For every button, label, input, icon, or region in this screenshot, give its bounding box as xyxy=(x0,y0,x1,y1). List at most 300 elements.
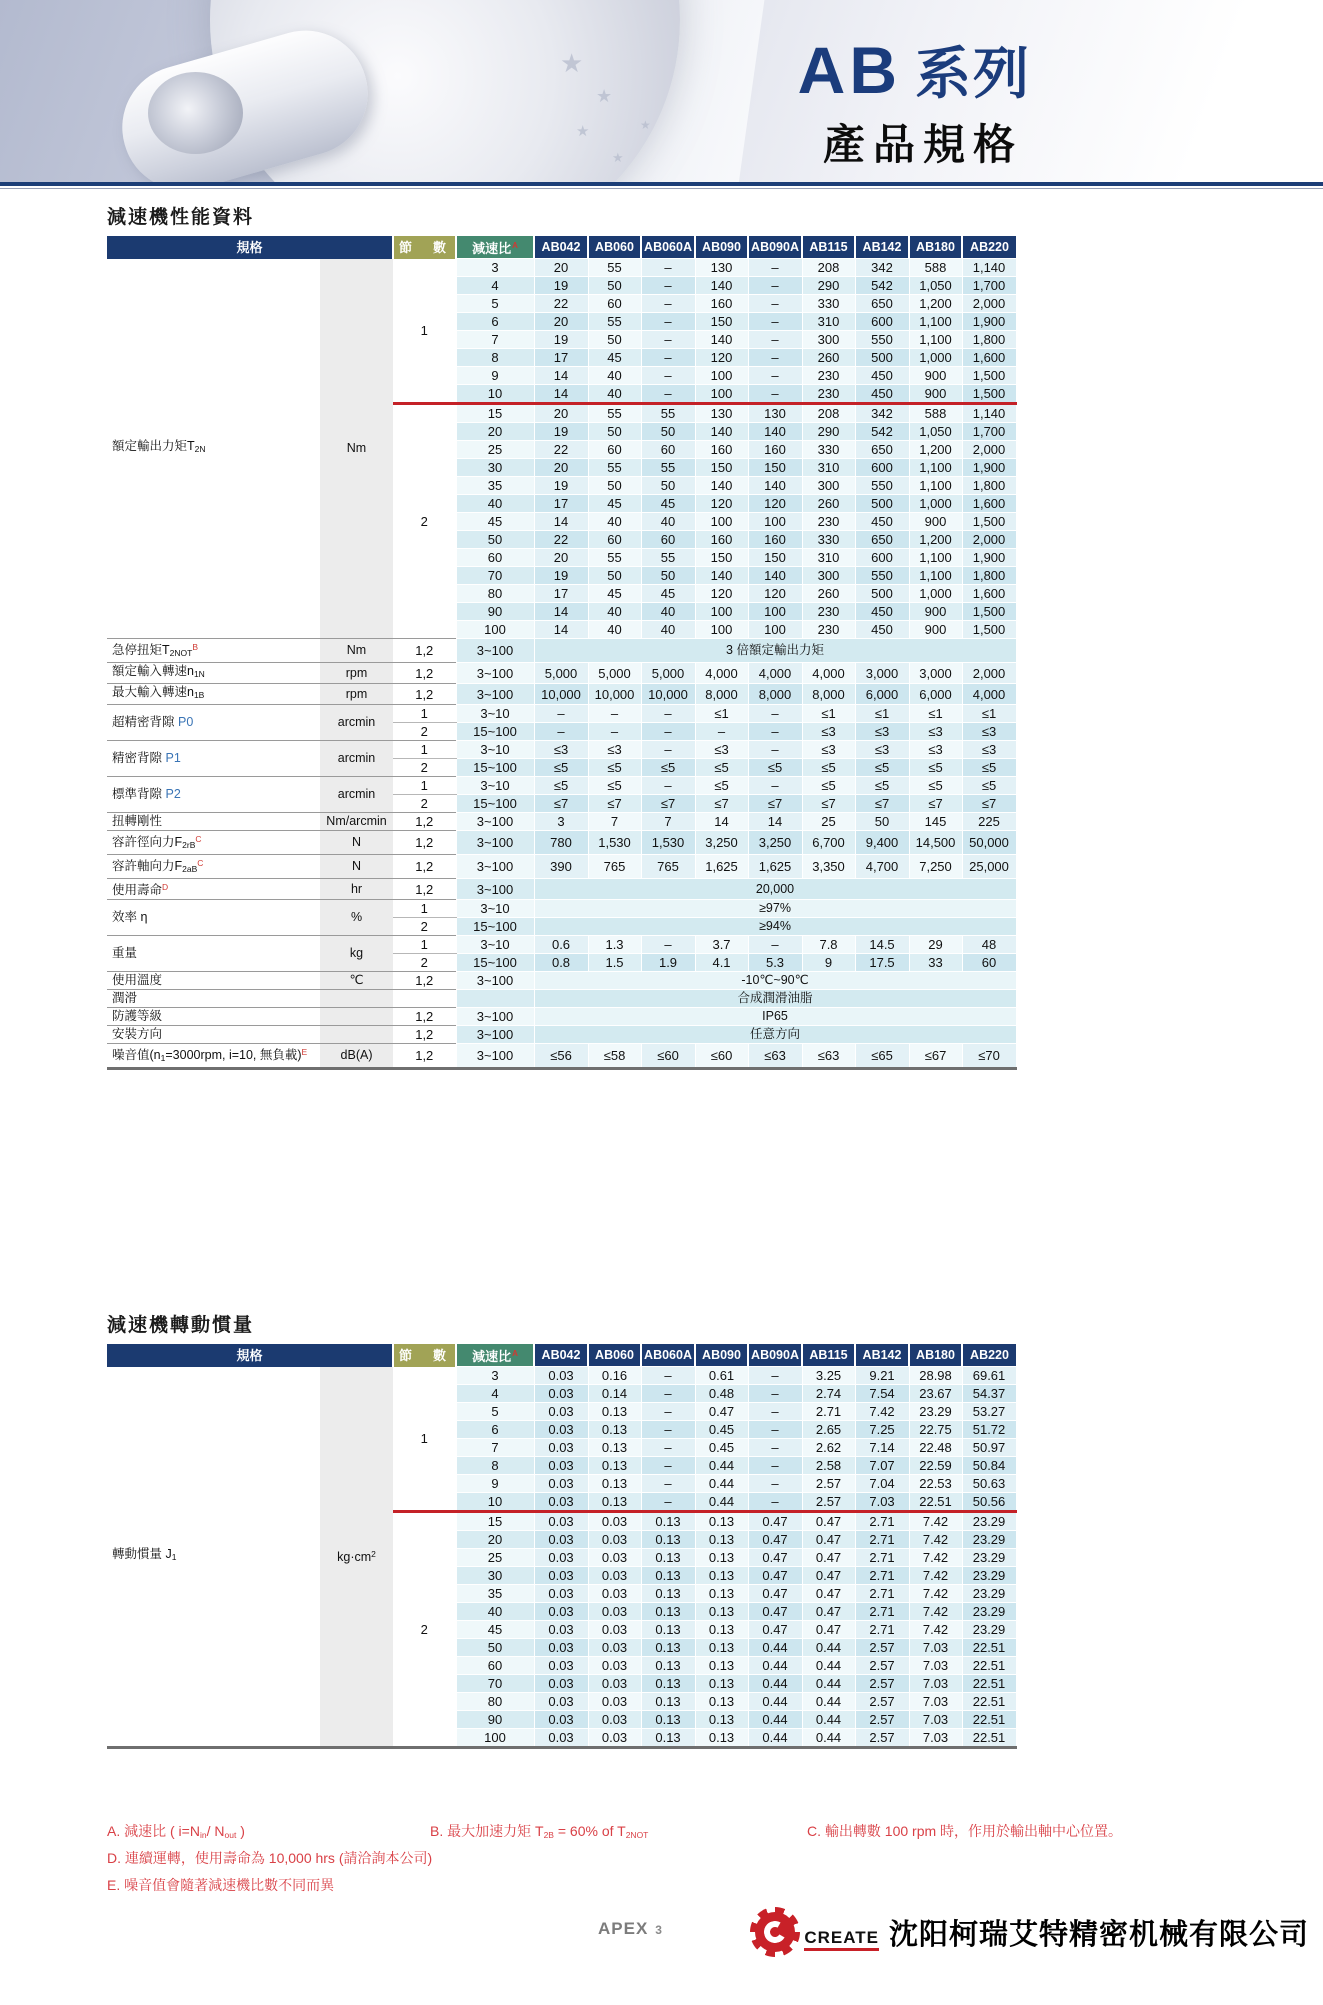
page-footer xyxy=(0,1905,1323,2005)
value-cell: – xyxy=(748,259,802,277)
footnotes xyxy=(107,1821,1323,1905)
spec-label-cell: 效率 η xyxy=(107,900,320,936)
value-cell: 1,500 xyxy=(962,603,1016,621)
value-cell: ≤3 xyxy=(534,741,588,759)
value-cell: 588 xyxy=(909,404,962,423)
value-cell: ≤5 xyxy=(588,777,641,795)
value-cell: 45 xyxy=(588,349,641,367)
value-cell: 0.03 xyxy=(534,1531,588,1549)
value-cell: – xyxy=(641,1439,695,1457)
value-cell: 3,350 xyxy=(802,855,855,879)
value-cell: 500 xyxy=(855,349,909,367)
model-header: AB090 xyxy=(695,236,748,259)
value-cell: 23.67 xyxy=(909,1385,962,1403)
spec-label-cell: 精密背隙 P1 xyxy=(107,741,320,777)
value-cell: 5,000 xyxy=(588,663,641,684)
value-cell: 300 xyxy=(802,477,855,495)
value-cell: 7.8 xyxy=(802,936,855,954)
value-cell: 0.03 xyxy=(588,1585,641,1603)
value-cell: 45 xyxy=(588,495,641,513)
value-cell: 160 xyxy=(748,441,802,459)
value-cell: 230 xyxy=(802,603,855,621)
value-cell: 260 xyxy=(802,349,855,367)
value-cell: 1,200 xyxy=(909,441,962,459)
value-cell: 550 xyxy=(855,331,909,349)
value-cell: 2.71 xyxy=(855,1585,909,1603)
ratio-cell: 3~100 xyxy=(456,855,534,879)
value-cell: 50 xyxy=(641,477,695,495)
value-cell: 7,250 xyxy=(909,855,962,879)
value-cell: 1.3 xyxy=(588,936,641,954)
value-cell: 1.5 xyxy=(588,954,641,972)
stage-cell: 1,2 xyxy=(393,639,456,663)
value-cell: 17 xyxy=(534,495,588,513)
value-cell: 17 xyxy=(534,585,588,603)
stage-cell: 1 xyxy=(393,1367,456,1512)
value-cell: 5,000 xyxy=(641,663,695,684)
value-cell: 28.98 xyxy=(909,1367,962,1385)
value-cell: 260 xyxy=(802,585,855,603)
value-cell: 7.25 xyxy=(855,1421,909,1439)
value-cell: 1,100 xyxy=(909,477,962,495)
value-cell: 9 xyxy=(802,954,855,972)
value-cell: 0.47 xyxy=(748,1585,802,1603)
value-cell: – xyxy=(748,349,802,367)
value-cell: 100 xyxy=(748,513,802,531)
value-cell: 0.13 xyxy=(695,1585,748,1603)
ratio-cell: 3~100 xyxy=(456,639,534,663)
value-cell: 100 xyxy=(695,513,748,531)
ratio-cell: 70 xyxy=(456,567,534,585)
value-cell: 22.48 xyxy=(909,1439,962,1457)
value-cell: 0.45 xyxy=(695,1439,748,1457)
value-cell: 19 xyxy=(534,423,588,441)
model-header: AB180 xyxy=(909,1344,962,1367)
unit-cell: rpm xyxy=(320,663,393,684)
value-cell: 50,000 xyxy=(962,831,1016,855)
value-cell: 0.6 xyxy=(534,936,588,954)
value-cell: – xyxy=(748,385,802,404)
value-cell: ≤67 xyxy=(909,1044,962,1069)
value-cell: – xyxy=(641,777,695,795)
stage-cell: 1 xyxy=(393,777,456,795)
value-cell: ≤7 xyxy=(695,795,748,813)
value-cell: 1,900 xyxy=(962,459,1016,477)
value-cell: 7.42 xyxy=(909,1621,962,1639)
value-cell: 330 xyxy=(802,441,855,459)
value-cell: ≤3 xyxy=(962,723,1016,741)
value-cell: 0.03 xyxy=(588,1603,641,1621)
value-cell: 130 xyxy=(748,404,802,423)
value-cell: 0.44 xyxy=(748,1657,802,1675)
value-cell: – xyxy=(748,1421,802,1439)
value-cell: – xyxy=(588,705,641,723)
series-title xyxy=(798,30,1031,110)
stage-cell xyxy=(393,990,456,1008)
footnote-b: B. 最大加速力矩 $T_{2B} = 60\%$ of $T_{2NOT}$ xyxy=(430,1823,649,1840)
value-cell: ≤7 xyxy=(588,795,641,813)
value-cell: 2.57 xyxy=(855,1693,909,1711)
value-cell: ≤70 xyxy=(962,1044,1016,1069)
ratio-cell: 15 xyxy=(456,1512,534,1531)
value-cell: – xyxy=(748,1457,802,1475)
value-cell: 0.13 xyxy=(641,1729,695,1748)
value-cell: 390 xyxy=(534,855,588,879)
value-cell: 500 xyxy=(855,495,909,513)
spec-label-cell: 容許徑向力$F_{2rB}^C$ xyxy=(107,831,320,855)
value-cell: 0.03 xyxy=(534,1421,588,1439)
ratio-cell: 3~100 xyxy=(456,663,534,684)
company-logo xyxy=(750,1907,1309,1957)
value-cell: 0.44 xyxy=(748,1693,802,1711)
value-cell: – xyxy=(748,1475,802,1493)
span-value-cell: 3 倍額定輸出力矩 xyxy=(534,639,1016,663)
value-cell: 2.62 xyxy=(802,1439,855,1457)
value-cell: 20 xyxy=(534,549,588,567)
ratio-cell: 3~10 xyxy=(456,900,534,918)
value-cell: 23.29 xyxy=(962,1549,1016,1567)
value-cell: 17.5 xyxy=(855,954,909,972)
model-header: AB220 xyxy=(962,236,1016,259)
ratio-cell: 3~100 xyxy=(456,1044,534,1069)
value-cell: 0.13 xyxy=(588,1457,641,1475)
ratio-cell: 15~100 xyxy=(456,954,534,972)
value-cell: 54.37 xyxy=(962,1385,1016,1403)
footnote-c: C. 輸出轉數 100 rpm 時，作用於輸出軸中心位置。 xyxy=(807,1823,1123,1839)
value-cell: ≤1 xyxy=(962,705,1016,723)
value-cell: 9,400 xyxy=(855,831,909,855)
value-cell: 0.03 xyxy=(534,1493,588,1512)
value-cell: 140 xyxy=(695,423,748,441)
ratio-cell: 15~100 xyxy=(456,795,534,813)
col-header-ratio: 減速比$^A$ xyxy=(456,236,534,259)
value-cell: – xyxy=(748,1493,802,1512)
value-cell: 0.03 xyxy=(588,1711,641,1729)
value-cell: 55 xyxy=(588,549,641,567)
span-value-cell: ≥97% xyxy=(534,900,1016,918)
value-cell: 1,140 xyxy=(962,259,1016,277)
value-cell: 100 xyxy=(748,603,802,621)
stage-cell: 1 xyxy=(393,705,456,723)
spec-label-cell: 重量 xyxy=(107,936,320,972)
ratio-cell: 6 xyxy=(456,1421,534,1439)
value-cell: 208 xyxy=(802,259,855,277)
ratio-cell: 9 xyxy=(456,367,534,385)
unit-cell: N xyxy=(320,855,393,879)
ratio-cell: 30 xyxy=(456,1567,534,1585)
span-value-cell: ≥94% xyxy=(534,918,1016,936)
value-cell: 2.57 xyxy=(802,1493,855,1512)
unit-cell xyxy=(320,1026,393,1044)
ratio-cell: 100 xyxy=(456,621,534,639)
value-cell: 50.63 xyxy=(962,1475,1016,1493)
value-cell: 23.29 xyxy=(962,1621,1016,1639)
value-cell: 0.03 xyxy=(534,1512,588,1531)
value-cell: 1,530 xyxy=(588,831,641,855)
value-cell: 23.29 xyxy=(909,1403,962,1421)
value-cell: 55 xyxy=(641,459,695,477)
value-cell: ≤3 xyxy=(909,741,962,759)
spec-label-cell: 急停扭矩$T_{2NOT}^B$ xyxy=(107,639,320,663)
value-cell: 7.03 xyxy=(909,1711,962,1729)
value-cell: 0.44 xyxy=(802,1693,855,1711)
model-header: AB042 xyxy=(534,236,588,259)
value-cell: 0.13 xyxy=(641,1549,695,1567)
value-cell: – xyxy=(748,723,802,741)
value-cell: 150 xyxy=(748,549,802,567)
value-cell: 7.42 xyxy=(909,1549,962,1567)
value-cell: 0.47 xyxy=(802,1603,855,1621)
value-cell: 2,000 xyxy=(962,531,1016,549)
ratio-cell: 3~100 xyxy=(456,831,534,855)
value-cell: 0.03 xyxy=(534,1693,588,1711)
value-cell: 14 xyxy=(534,603,588,621)
stage-cell: 1 xyxy=(393,900,456,918)
value-cell: 7.03 xyxy=(909,1657,962,1675)
value-cell: 3.7 xyxy=(695,936,748,954)
value-cell: 140 xyxy=(695,477,748,495)
value-cell: 0.47 xyxy=(802,1621,855,1639)
value-cell: 0.13 xyxy=(641,1567,695,1585)
unit-cell: % xyxy=(320,900,393,936)
ratio-cell: 6 xyxy=(456,313,534,331)
value-cell: 22.53 xyxy=(909,1475,962,1493)
value-cell: ≤60 xyxy=(641,1044,695,1069)
value-cell: 0.44 xyxy=(695,1457,748,1475)
value-cell: 2.57 xyxy=(855,1729,909,1748)
value-cell: 1,530 xyxy=(641,831,695,855)
value-cell: – xyxy=(748,313,802,331)
value-cell: 23.29 xyxy=(962,1512,1016,1531)
value-cell: 45 xyxy=(641,495,695,513)
ratio-cell: 4 xyxy=(456,1385,534,1403)
value-cell: 14 xyxy=(534,621,588,639)
value-cell: ≤7 xyxy=(909,795,962,813)
value-cell: 0.47 xyxy=(802,1585,855,1603)
value-cell: 0.13 xyxy=(641,1621,695,1639)
value-cell: 150 xyxy=(748,459,802,477)
spec-label-cell: 最大輸入轉速$n_{1B}$ xyxy=(107,684,320,705)
value-cell: 0.13 xyxy=(588,1421,641,1439)
value-cell: 0.03 xyxy=(588,1621,641,1639)
series-title-en: AB xyxy=(797,33,901,107)
value-cell: 7.07 xyxy=(855,1457,909,1475)
value-cell: 14 xyxy=(748,813,802,831)
value-cell: 10,000 xyxy=(641,684,695,705)
value-cell: 0.13 xyxy=(641,1675,695,1693)
value-cell: 33 xyxy=(909,954,962,972)
value-cell: 0.44 xyxy=(802,1639,855,1657)
value-cell: 0.13 xyxy=(695,1657,748,1675)
value-cell: 2.71 xyxy=(855,1567,909,1585)
value-cell: 60 xyxy=(962,954,1016,972)
value-cell: – xyxy=(748,741,802,759)
ratio-cell: 7 xyxy=(456,1439,534,1457)
value-cell: 1,140 xyxy=(962,404,1016,423)
value-cell: ≤3 xyxy=(588,741,641,759)
value-cell: 1,050 xyxy=(909,423,962,441)
model-header: AB060A xyxy=(641,236,695,259)
value-cell: 290 xyxy=(802,277,855,295)
stage-cell: 1,2 xyxy=(393,1044,456,1069)
value-cell: 7.54 xyxy=(855,1385,909,1403)
value-cell: 2.71 xyxy=(855,1603,909,1621)
spec-label-cell: 轉動慣量 $J_1$ xyxy=(107,1367,320,1748)
value-cell: 20 xyxy=(534,404,588,423)
value-cell: 450 xyxy=(855,603,909,621)
value-cell: 542 xyxy=(855,277,909,295)
value-cell: – xyxy=(641,1457,695,1475)
value-cell: 160 xyxy=(695,441,748,459)
unit-cell: dB(A) xyxy=(320,1044,393,1069)
model-header: AB220 xyxy=(962,1344,1016,1367)
ratio-cell: 25 xyxy=(456,441,534,459)
value-cell: 140 xyxy=(748,477,802,495)
value-cell: – xyxy=(748,367,802,385)
ratio-cell: 20 xyxy=(456,423,534,441)
value-cell: 14 xyxy=(534,385,588,404)
value-cell: 3.25 xyxy=(802,1367,855,1385)
value-cell: 140 xyxy=(748,423,802,441)
value-cell: – xyxy=(641,349,695,367)
value-cell: 23.29 xyxy=(962,1567,1016,1585)
col-header-spec: 規格 xyxy=(107,1344,393,1367)
ratio-cell: 20 xyxy=(456,1531,534,1549)
value-cell: 50 xyxy=(588,477,641,495)
value-cell: 120 xyxy=(748,585,802,603)
value-cell: 0.03 xyxy=(534,1729,588,1748)
value-cell: 1,900 xyxy=(962,549,1016,567)
stage-cell: 1,2 xyxy=(393,663,456,684)
value-cell: 0.03 xyxy=(588,1512,641,1531)
value-cell: 19 xyxy=(534,331,588,349)
stage-cell: 2 xyxy=(393,795,456,813)
stage-cell: 1 xyxy=(393,936,456,954)
model-header: AB060 xyxy=(588,236,641,259)
value-cell: 0.13 xyxy=(695,1639,748,1657)
value-cell: 0.13 xyxy=(588,1493,641,1512)
value-cell: ≤5 xyxy=(588,759,641,777)
value-cell: 22.51 xyxy=(962,1675,1016,1693)
value-cell: 100 xyxy=(695,621,748,639)
value-cell: ≤65 xyxy=(855,1044,909,1069)
ratio-cell: 3 xyxy=(456,1367,534,1385)
value-cell: ≤5 xyxy=(534,777,588,795)
value-cell: 0.44 xyxy=(748,1675,802,1693)
value-cell: 50 xyxy=(588,567,641,585)
value-cell: 0.13 xyxy=(695,1693,748,1711)
value-cell: 7.42 xyxy=(855,1403,909,1421)
value-cell: 0.48 xyxy=(695,1385,748,1403)
value-cell: 0.03 xyxy=(534,1549,588,1567)
value-cell: – xyxy=(641,277,695,295)
value-cell: ≤5 xyxy=(534,759,588,777)
value-cell: – xyxy=(641,367,695,385)
value-cell: 0.13 xyxy=(695,1621,748,1639)
value-cell: 100 xyxy=(695,385,748,404)
stage-cell: 2 xyxy=(393,954,456,972)
star-icon: ★ xyxy=(576,123,590,140)
value-cell: 4,000 xyxy=(748,663,802,684)
unit-cell: N xyxy=(320,831,393,855)
stage-cell: 1,2 xyxy=(393,831,456,855)
value-cell: 900 xyxy=(909,385,962,404)
value-cell: 3,250 xyxy=(748,831,802,855)
value-cell: – xyxy=(748,1439,802,1457)
ratio-cell: 3~10 xyxy=(456,777,534,795)
value-cell: 51.72 xyxy=(962,1421,1016,1439)
value-cell: 2.71 xyxy=(855,1549,909,1567)
value-cell: 342 xyxy=(855,259,909,277)
stage-cell: 2 xyxy=(393,759,456,777)
value-cell: 60 xyxy=(588,441,641,459)
value-cell: 0.03 xyxy=(588,1531,641,1549)
value-cell: ≤5 xyxy=(695,777,748,795)
value-cell: 1,800 xyxy=(962,477,1016,495)
value-cell: 0.47 xyxy=(802,1567,855,1585)
value-cell: – xyxy=(748,1385,802,1403)
ratio-cell: 8 xyxy=(456,349,534,367)
value-cell: 0.13 xyxy=(695,1603,748,1621)
value-cell: 14 xyxy=(534,513,588,531)
ratio-cell: 40 xyxy=(456,1603,534,1621)
ratio-cell: 3~10 xyxy=(456,741,534,759)
value-cell: 1,200 xyxy=(909,531,962,549)
model-header: AB090 xyxy=(695,1344,748,1367)
value-cell: 0.44 xyxy=(748,1729,802,1748)
value-cell: 3,000 xyxy=(855,663,909,684)
value-cell: 60 xyxy=(588,295,641,313)
value-cell: 0.13 xyxy=(641,1711,695,1729)
unit-cell: arcmin xyxy=(320,705,393,741)
value-cell: – xyxy=(534,723,588,741)
value-cell: 7.03 xyxy=(909,1729,962,1748)
value-cell: 1,100 xyxy=(909,567,962,585)
value-cell: 900 xyxy=(909,621,962,639)
value-cell: 1,800 xyxy=(962,331,1016,349)
ratio-cell: 7 xyxy=(456,331,534,349)
stage-cell: 1,2 xyxy=(393,879,456,900)
value-cell: 1,500 xyxy=(962,513,1016,531)
value-cell: 23.29 xyxy=(962,1531,1016,1549)
value-cell: ≤3 xyxy=(855,723,909,741)
value-cell: 22.59 xyxy=(909,1457,962,1475)
spec-label-cell: 容許軸向力$F_{2aB}^C$ xyxy=(107,855,320,879)
value-cell: 650 xyxy=(855,295,909,313)
value-cell: 0.03 xyxy=(534,1567,588,1585)
value-cell: 150 xyxy=(695,459,748,477)
value-cell: 22 xyxy=(534,531,588,549)
value-cell: 140 xyxy=(695,567,748,585)
value-cell: 120 xyxy=(748,495,802,513)
value-cell: 765 xyxy=(588,855,641,879)
value-cell: 140 xyxy=(695,277,748,295)
value-cell: 0.47 xyxy=(748,1567,802,1585)
value-cell: 290 xyxy=(802,423,855,441)
value-cell: 7.42 xyxy=(909,1603,962,1621)
ratio-cell: 70 xyxy=(456,1675,534,1693)
value-cell: 150 xyxy=(695,549,748,567)
value-cell: 60 xyxy=(588,531,641,549)
value-cell: – xyxy=(748,331,802,349)
page-banner xyxy=(0,0,1323,182)
value-cell: – xyxy=(748,277,802,295)
value-cell: 29 xyxy=(909,936,962,954)
span-value-cell: 20,000 xyxy=(534,879,1016,900)
ratio-cell: 15~100 xyxy=(456,723,534,741)
value-cell: 1.9 xyxy=(641,954,695,972)
value-cell: 900 xyxy=(909,367,962,385)
